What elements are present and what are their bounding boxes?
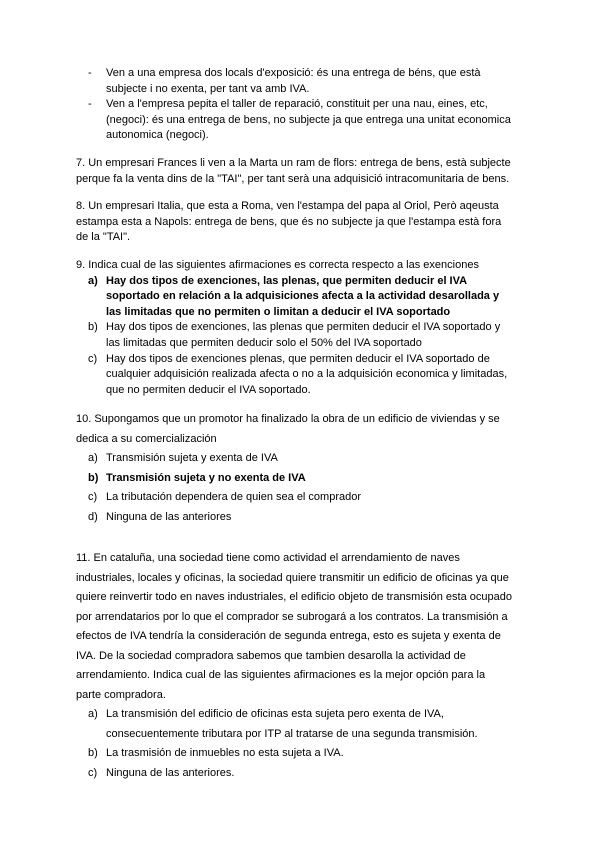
question-9 [76, 258, 512, 398]
option-letter: c) [88, 491, 98, 504]
option-letter: b) [88, 321, 98, 334]
question-8: 8. Un empresari Italia, que esta a Roma, ven l'estampa del papa al Oriol, Però aqeusta estampa esta a Napols: entrega de bens, que és no subjecte ja que l'estampa està fora de la "TAI". [76, 200, 502, 244]
question-11 [76, 549, 512, 783]
option-letter: a) [88, 452, 98, 465]
option-b [88, 744, 512, 764]
option-text: Transmisión sujeta y exenta de IVA [106, 452, 278, 465]
option-letter: c) [88, 352, 98, 365]
option-letter: d) [88, 510, 98, 523]
intro-bullet-list [88, 66, 512, 144]
question-9-options [88, 274, 512, 399]
option-a [88, 274, 512, 321]
option-text: La transmisión del edificio de oficinas esta sujeta pero exenta de IVA, consecuentemente tributara por ITP al tratarse de una segunda transmisión. [106, 708, 478, 740]
question-11-text: 11. En cataluña, una sociedad tiene como actividad el arrendamiento de naves industriales, locales y oficinas, la sociedad quiere transmitir un edificio de oficinas ya que quiere reinvertir todo en naves industriales, el edificio objeto de transmisión esta ocupado por arrendatarios por lo que el comprador se subrogará a los contratos. La transmisión a efectos de IVA tendría la consideración de segunda entrega, esto es sujeta y exenta de IVA. De la sociedad compradora sabemos que tambien desarolla la actividad de arrendamiento. Indica cual de las siguientes afirmaciones es la mejor opción para la parte compradora. [76, 552, 512, 701]
list-item [88, 97, 512, 144]
option-text: La tributación dependera de quien sea el comprador [106, 491, 362, 504]
bullet-marker: - [88, 98, 92, 111]
question-11-options [88, 705, 512, 783]
option-letter: c) [88, 766, 98, 779]
option-text: Ninguna de las anteriores. [106, 766, 235, 779]
option-letter: b) [88, 471, 99, 484]
bullet-marker: - [88, 67, 92, 79]
option-b [88, 320, 512, 351]
bullet-text: Ven a l'empresa pepita el taller de reparació, constituit per una nau, eines, etc, (negoci): és una entrega de bens, no subjecte ja que entrega una unitat economica autonomica (negoci). [106, 98, 511, 142]
bullet-text: Ven a una empresa dos locals d'exposició: és una entrega de béns, que està subjecte i no exenta, per tant va amb IVA. [106, 67, 481, 95]
option-text: Hay dos tipos de exenciones plenas, que permiten deducir el IVA soportado de cualquier adquisición realizada afecta o no a la adquisición economica y limitadas, que no permiten deducir el IVA soportado. [106, 352, 508, 396]
question-9-text: 9. Indica cual de las siguientes afirmaciones es correcta respecto a las exenciones [76, 258, 479, 271]
option-text: Transmisión sujeta y no exenta de IVA [106, 471, 306, 484]
option-letter: a) [88, 274, 98, 287]
option-c [88, 352, 512, 399]
option-b [88, 469, 512, 489]
option-letter: b) [88, 747, 98, 760]
question-10-text: 10. Supongamos que un promotor ha finalizado la obra de un edificio de viviendas y se dedica a su comercialización [76, 413, 500, 445]
option-c [88, 764, 512, 784]
question-10 [76, 410, 512, 527]
option-a [88, 449, 512, 469]
option-d [88, 508, 512, 528]
option-text: Hay dos tipos de exenciones, las plenas que permiten deducir el IVA soportado y las limitadas que permiten deducir solo el 50% del IVA soportado [106, 321, 501, 349]
question-10-options [88, 449, 512, 527]
option-c [88, 488, 512, 508]
option-letter: a) [88, 708, 98, 721]
question-7: 7. Un empresari Frances li ven a la Marta un ram de flors: entrega de bens, està subjecte perque fa la venta dins de la "TAI", per tant serà una adquisició intracomunitaria de bens. [76, 156, 511, 185]
option-text: Ninguna de las anteriores [106, 510, 232, 523]
option-text: Hay dos tipos de exenciones, las plenas, que permiten deducir el IVA soportado en relación a la adquisiciones afecta a la actividad desarollada y las limitadas que no permiten o limitan a deducir el IVA soportado [106, 274, 500, 318]
option-text: La trasmisión de inmuebles no esta sujeta a IVA. [106, 747, 344, 760]
list-item [88, 66, 512, 97]
option-a [88, 705, 512, 744]
